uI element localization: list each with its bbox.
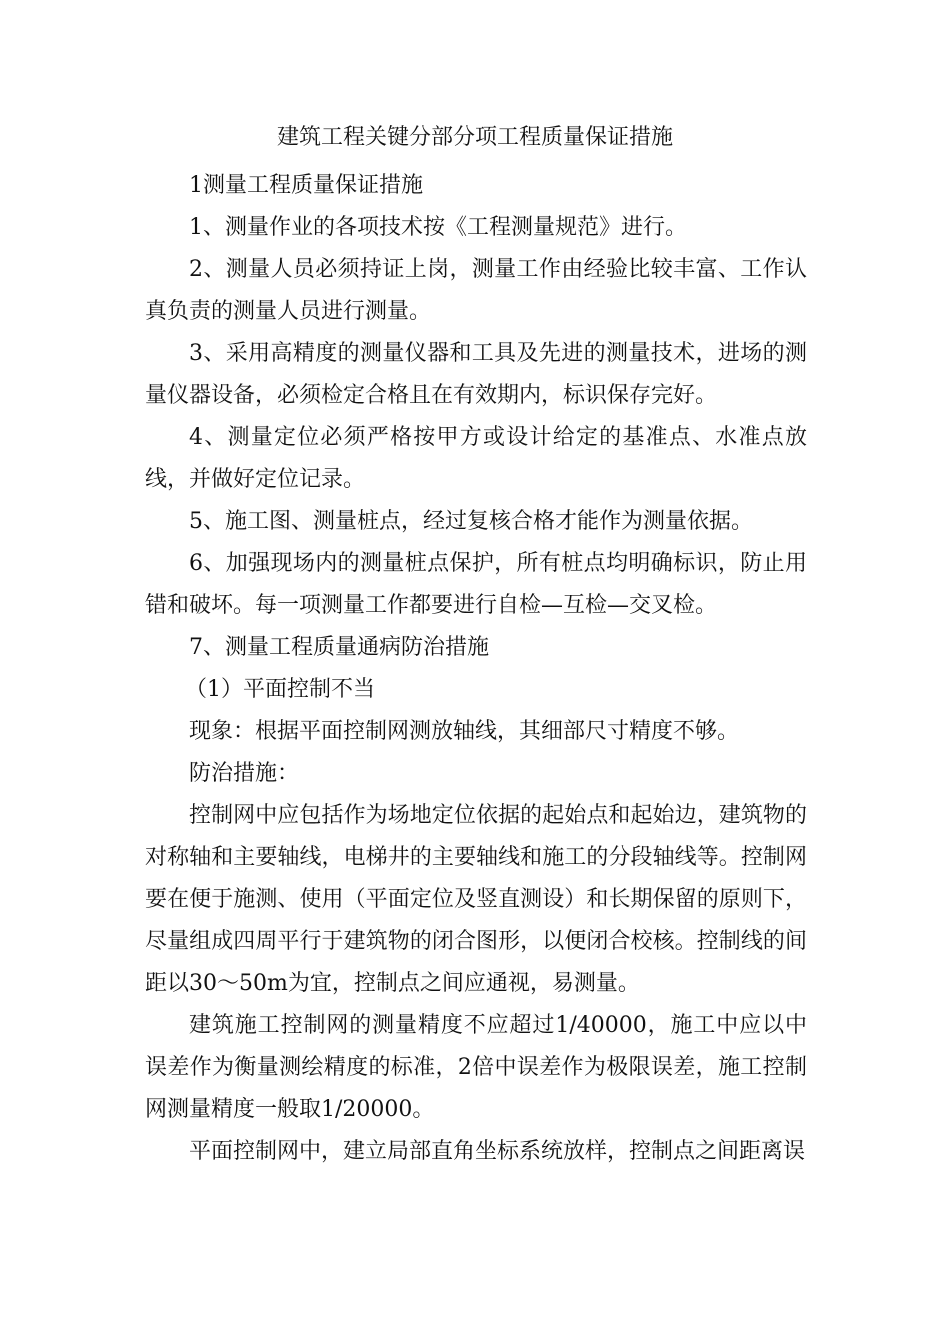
paragraph: 4、测量定位必须严格按甲方或设计给定的基准点、水准点放线，并做好定位记录。 (145, 425, 807, 492)
paragraph: 防治措施： (189, 761, 300, 786)
paragraph: 平面控制网中，建立局部直角坐标系统放样，控制点之间距离误 (189, 1139, 806, 1164)
section-heading: 1测量工程质量保证措施 (189, 173, 423, 198)
paragraph: 2、测量人员必须持证上岗，测量工作由经验比较丰富、工作认真负责的测量人员进行测量。 (145, 257, 807, 324)
paragraph: 现象：根据平面控制网测放轴线，其细部尺寸精度不够。 (189, 719, 740, 744)
paragraph: 控制网中应包括作为场地定位依据的起始点和起始边，建筑物的对称轴和主要轴线，电梯井的主要轴线和施工的分段轴线等。控制网要在便于施测、使用（平面定位及竖直测设）和长期保留的原则下，尽量组成四周平行于建筑物的闭合图形，以便闭合校核。控制线的间距以30～50m为宜，控制点之间应通视，易测量。 (145, 803, 807, 996)
paragraph: 5、施工图、测量桩点，经过复核合格才能作为测量依据。 (189, 509, 753, 534)
document-title: 建筑工程关键分部分项工程质量保证措施 (276, 125, 673, 150)
paragraph: 6、加强现场内的测量桩点保护，所有桩点均明确标识，防止用错和破坏。每一项测量工作都要进行自检—互检—交叉检。 (145, 551, 807, 618)
paragraph: 3、采用高精度的测量仪器和工具及先进的测量技术，进场的测量仪器设备，必须检定合格且在有效期内，标识保存完好。 (145, 341, 807, 408)
paragraph: 建筑施工控制网的测量精度不应超过1/40000，施工中应以中误差作为衡量测绘精度的标准，2倍中误差作为极限误差，施工控制网测量精度一般取1/20000。 (145, 1013, 807, 1122)
sub-heading: 7、测量工程质量通病防治措施 (189, 635, 489, 660)
document-body (145, 165, 807, 1173)
sub-sub-heading: （1）平面控制不当 (185, 677, 375, 702)
paragraph: 1、测量作业的各项技术按《工程测量规范》进行。 (189, 215, 687, 240)
